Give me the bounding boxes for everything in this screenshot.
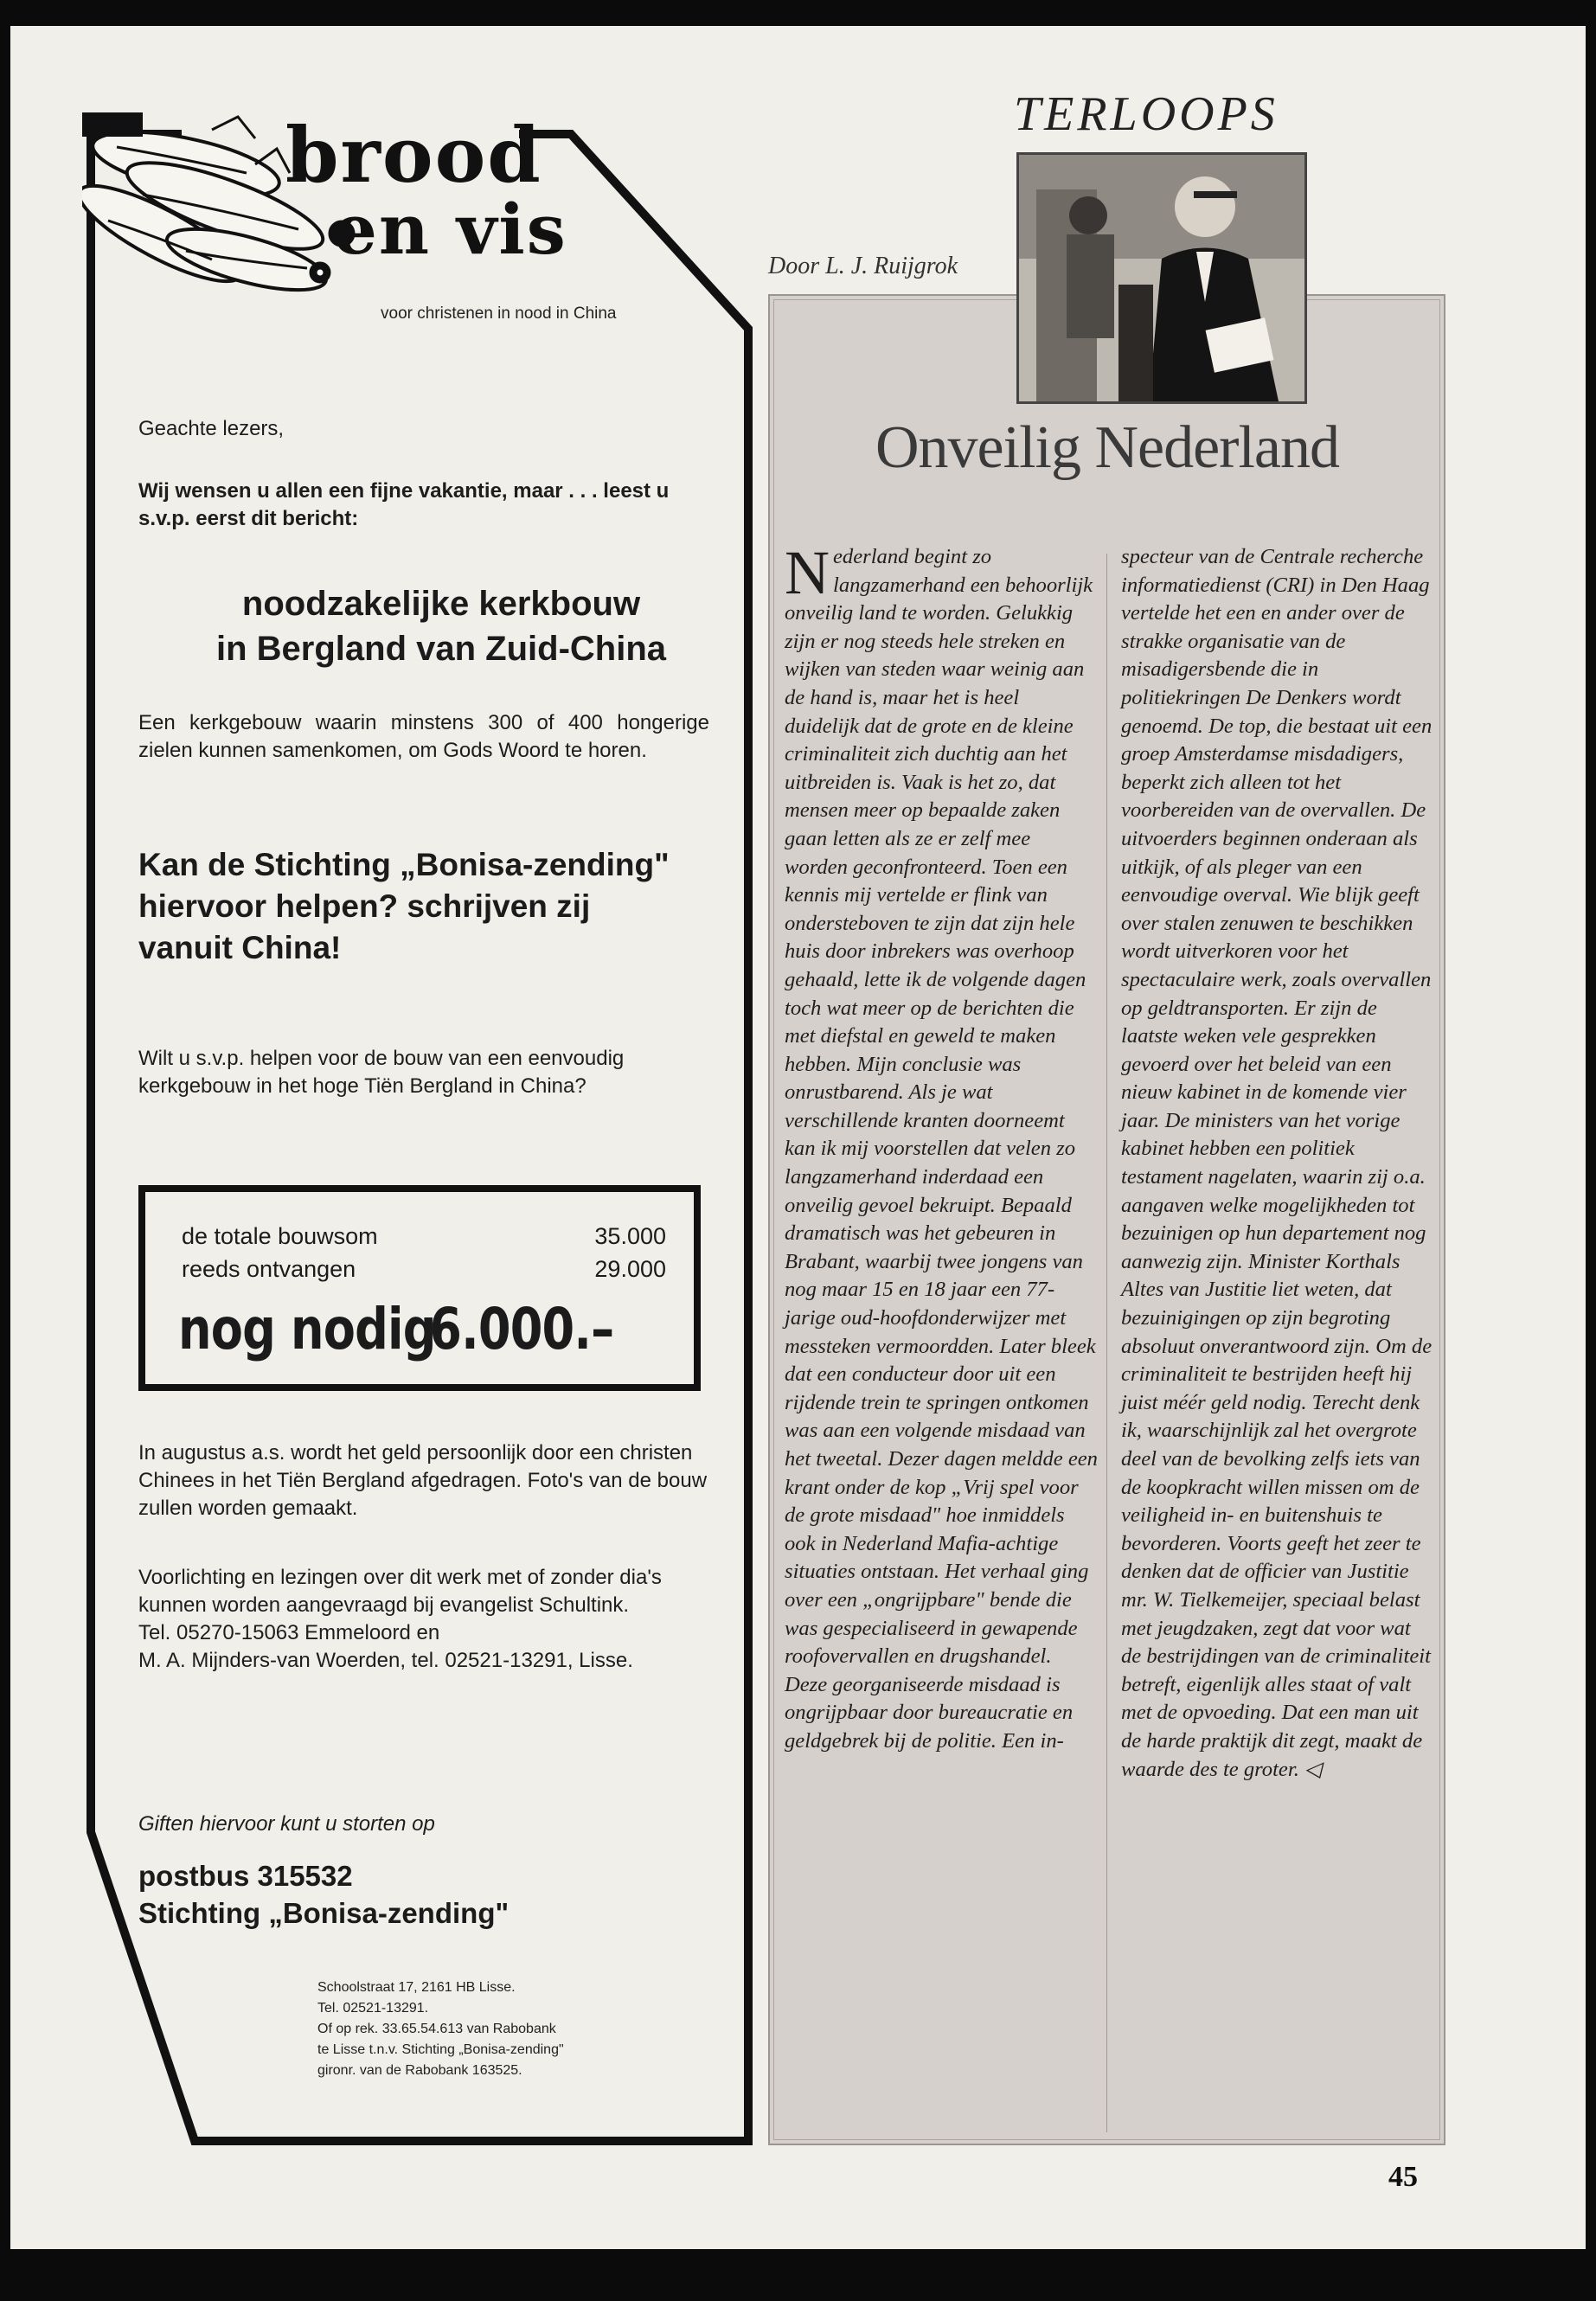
info-line3: M. A. Mijnders-van Woerden, tel. 02521-13291, Lisse. xyxy=(138,1648,633,1672)
info-line2: Tel. 05270-15063 Emmeloord en xyxy=(138,1620,440,1644)
article-text-left: ederland begint zo langzamerhand een behoorlijk onveilig land te worden. Gelukkig zijn er nog steeds hele streken en wijken van steden waar weinig aan de hand is, maar het is heel duidelijk dat de grote en de kleine criminaliteit zich duchtig aan het uitbreiden is. Vaak is het zo, dat mensen meer op bepaalde zaken gaan letten als ze er zelf mee worden geconfronteerd. Toen een kennis mij vertelde er flink van ondersteboven te zijn dat zijn hele huis door inbrekers was overhoop gehaald, lette ik de volgende dagen toch wat meer op de berichten die met diefstal en geweld te maken hebben. Mijn conclusie was onrustbarend. Als je wat verschillende kranten doorneemt kan ik mij voorstellen dat velen zo langzamerhand inderdaad een onveilig gevoel bekruipt. Bepaald dramatisch was het gebeuren in Brabant, waarbij twee jongens van nog maar 15 en 18 jaar een 77-jarige oud-hoofdonderwijzer met messteken vermoordden. Later bleek dat een conducteur door uit een rijdende trein te springen ontkomen was aan een volgende misdaad van het tweetal. Dezer dagen meldde een krant onder de kop „Vrij spel voor de grote misdaad" hoe inmiddels ook in Nederland Mafia-achtige situaties ontstaan. Het verhaal ging over een „ongrijpbare" bende die was gespecialiseerd in gewapende roofovervallen en drugshandel. Deze georganiseerde misdaad is ongrijpbaar door bureaucratie en geldgebrek bij de politie. Een in- xyxy=(785,545,1098,1753)
scan-border-bottom xyxy=(0,2249,1596,2301)
article-title: Onveilig Nederland xyxy=(875,414,1339,481)
ad-intro: Wij wensen u allen een fijne vakantie, maar . . . leest u s.v.p. eerst dit bericht: xyxy=(138,479,670,530)
article-text-right: specteur van de Centrale recherche informatiedienst (CRI) in Den Haag vertelde het een en ander over de strakke organisatie van de misadigersbende die in politiekringen De Denkers wordt genoemd. De top, die bestaat uit een groep Amsterdamse misdadigers, beperkt zich alleen tot het voorbereiden van de overvallen. De uitvoerders beginnen onderaan als uitkijk, of als pleger van een eenvoudige overval. Wie blijk geeft over stalen zenuwen te beschikken wordt uitverkoren voor het spectaculaire werk, zoals overvallen op geldtransporten. Er zijn de laatste weken vele gesprekken gevoerd over het beleid van een nieuw kabinet in de komende vier jaar. De ministers van het vorige kabinet hebben een politiek testament nagelaten, waarin zij o.a. aangaven welke mogelijkheden tot bezuinigen op hun departement nog aanwezig zijn. Minister Korthals Altes van Justitie liet weten, dat bezuinigingen op zijn begroting absoluut onverantwoord zijn. Om de criminaliteit te bestrijden heeft hij juist méér geld nodig. Terecht denk ik, waarschijnlijk zal het overgrote deel van de bevolking zelfs iets van de koopkracht willen missen om de veiligheid in- en buitenshuis te bevorderen. Voorts geeft het zeer te denken dat de officier van Justitie mr. W. Tielkemeijer, speciaal belast met jeugdzaken, zegt dat voor wat de bestrijdingen van de criminaliteit betreft, eigenlijk alles staat of valt met de opvoeding. Dat een man uit de harde praktijk dit zegt, maakt de waarde des te groter. ◁ xyxy=(1121,545,1433,1781)
author-photo xyxy=(1016,152,1307,404)
scan-border-top xyxy=(0,0,1596,26)
needed-value: 6.000.– xyxy=(429,1296,614,1362)
address-block xyxy=(317,1977,681,2081)
needed-label: nog nodig xyxy=(178,1296,436,1362)
logo-subtitle: voor christenen in nood in China xyxy=(381,304,617,323)
section-title: TERLOOPS xyxy=(1014,87,1279,141)
postbus-number: postbus 315532 xyxy=(138,1860,353,1892)
author-portrait-image xyxy=(1019,155,1304,401)
logo-word-brood: brood xyxy=(285,110,542,200)
total-cost-row xyxy=(182,1223,666,1250)
ad-description: Een kerkgebouw waarin minstens 300 of 400 hongerige zielen kunnen samenkomen, om Gods Woord te horen. xyxy=(138,711,709,762)
scan-border-right xyxy=(1586,0,1596,2301)
ad-question: Kan de Stichting „Bonisa-zending" hiervoor helpen? schrijven zij vanuit China! xyxy=(138,847,670,966)
total-cost-label: de totale bouwsom xyxy=(182,1223,378,1249)
drop-cap: N xyxy=(785,538,830,607)
address-line5: gironr. van de Rabobank 163525. xyxy=(317,2063,522,2078)
address-line3: Of op rek. 33.65.54.613 van Rabobank xyxy=(317,2022,556,2036)
ad-info xyxy=(138,1564,709,1675)
column-divider xyxy=(1106,554,1107,2132)
page-number: 45 xyxy=(1388,2161,1418,2193)
article-column-left xyxy=(785,538,1099,1756)
info-line1: Voorlichting en lezingen over dit werk met of zonder dia's kunnen worden aangevraagd bij evangelist Schultink. xyxy=(138,1566,662,1617)
logo-word-en-vis: en vis xyxy=(333,189,567,270)
address-line1: Schoolstraat 17, 2161 HB Lisse. xyxy=(317,1980,516,1995)
total-cost-value: 35.000 xyxy=(594,1223,666,1249)
article-column-right xyxy=(1121,543,1433,1784)
ad-headline-line1: noodzakelijke kerkbouw xyxy=(241,585,641,623)
received-label: reeds ontvangen xyxy=(182,1256,356,1282)
fundraising-box xyxy=(138,1185,701,1391)
received-value: 29.000 xyxy=(594,1256,666,1282)
address-line4: te Lisse t.n.v. Stichting „Bonisa-zending" xyxy=(317,2042,564,2057)
ad-headline xyxy=(138,581,744,671)
needed-row xyxy=(178,1296,614,1362)
postbus-block xyxy=(138,1858,509,1932)
foundation-name: Stichting „Bonisa-zending" xyxy=(138,1896,510,1929)
received-row xyxy=(182,1256,666,1283)
author-byline: Door L. J. Ruijgrok xyxy=(768,253,958,279)
ad-gifts-text: Giften hiervoor kunt u storten op xyxy=(138,1812,435,1836)
ad-appeal: Wilt u s.v.p. helpen voor de bouw van een eenvoudig kerkgebouw in het hoge Tiën Bergland in China? xyxy=(138,1047,625,1098)
address-line2: Tel. 02521-13291. xyxy=(317,2001,429,2016)
ad-transfer-text: In augustus a.s. wordt het geld persoonlijk door een christen Chinees in het Tiën Bergland afgedragen. Foto's van de bouw zullen worden gemaakt. xyxy=(138,1441,708,1520)
ad-headline-line2: in Bergland van Zuid-China xyxy=(215,630,667,668)
ad-greeting: Geachte lezers, xyxy=(138,417,285,440)
scan-border-left xyxy=(0,0,10,2301)
